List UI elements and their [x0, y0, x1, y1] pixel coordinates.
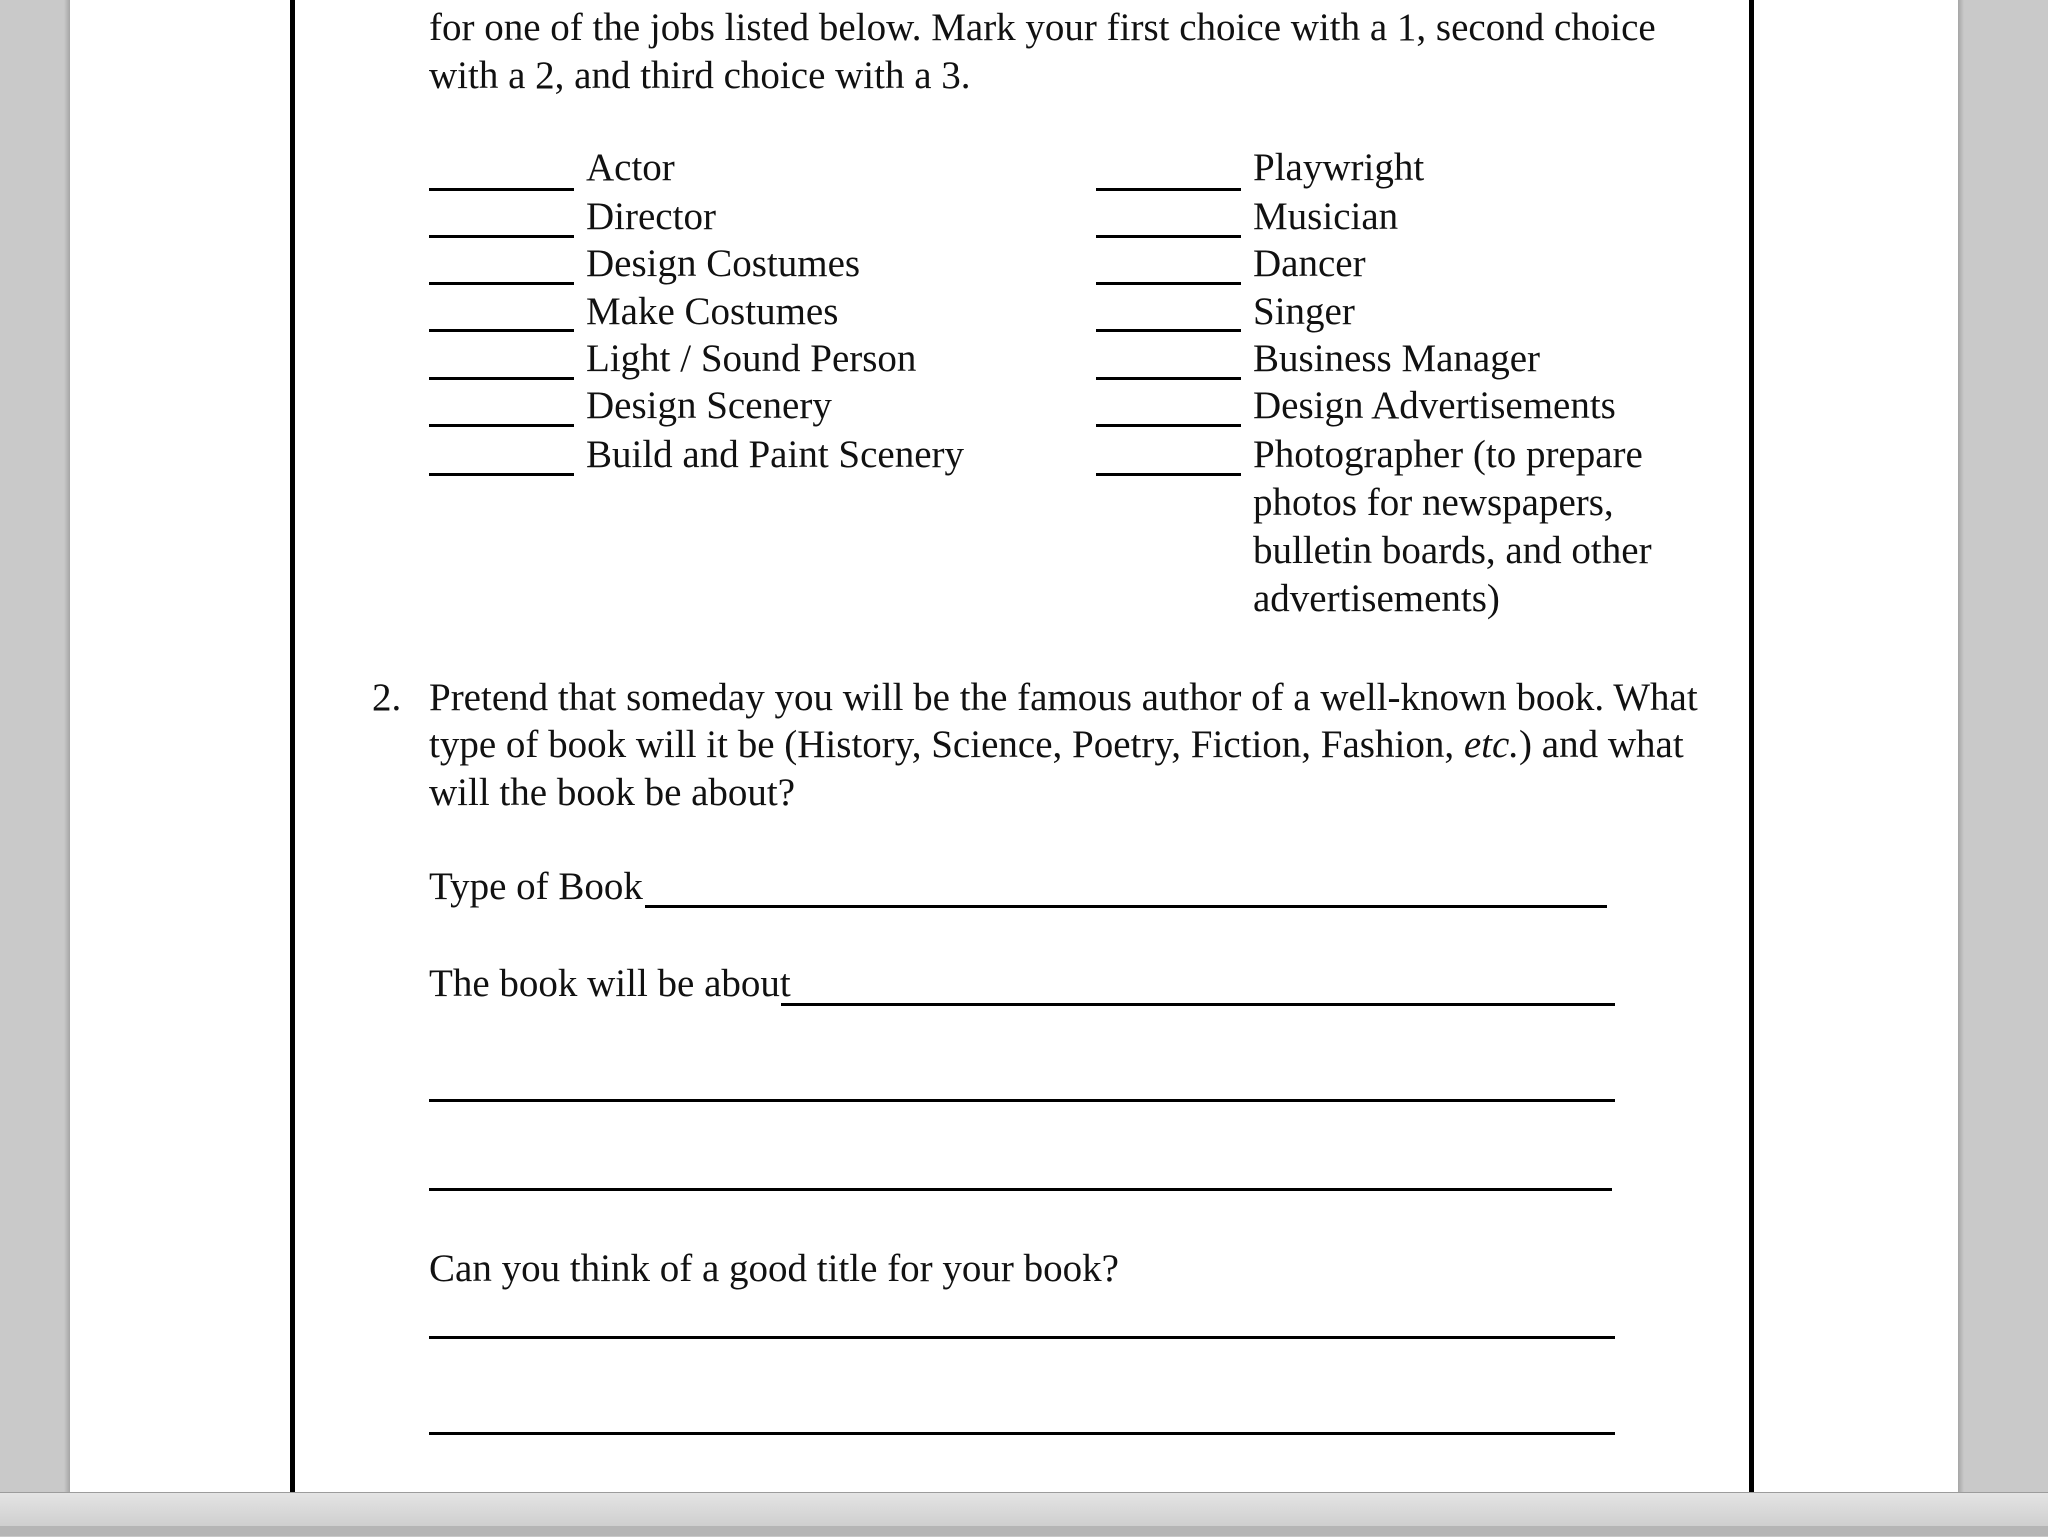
job-blank-singer[interactable]: [1096, 329, 1241, 332]
job-blank-actor[interactable]: [429, 188, 574, 191]
job-blank-playwright[interactable]: [1096, 188, 1241, 191]
question-number: 2.: [372, 676, 402, 719]
job-blank-photographer[interactable]: [1096, 473, 1241, 476]
document-page: [70, 0, 1958, 1492]
job-label: Playwright: [1253, 146, 1425, 189]
job-label: Make Costumes: [586, 290, 839, 333]
title-question: Can you think of a good title for your book?: [429, 1247, 1119, 1290]
job-label: Photographer (to prepare: [1253, 433, 1643, 476]
job-blank-light-sound[interactable]: [429, 377, 574, 380]
book-about-extra-line[interactable]: [429, 1099, 1615, 1102]
job-label: Musician: [1253, 195, 1399, 238]
book-title-line[interactable]: [429, 1432, 1615, 1435]
job-label: Light / Sound Person: [586, 337, 917, 380]
job-label: Actor: [586, 146, 675, 189]
intro-line-2: with a 2, and third choice with a 3.: [429, 54, 971, 97]
question2-line-2: [429, 721, 1684, 769]
book-title-line[interactable]: [429, 1336, 1615, 1339]
book-about-extra-line[interactable]: [429, 1188, 1612, 1191]
job-label: Design Scenery: [586, 384, 832, 427]
job-label: Dancer: [1253, 242, 1366, 285]
book-about-line[interactable]: [781, 1003, 1615, 1006]
photographer-description-line: bulletin boards, and other: [1253, 529, 1652, 572]
job-blank-make-costumes[interactable]: [429, 329, 574, 332]
job-blank-director[interactable]: [429, 235, 574, 238]
page-shadow: [1958, 0, 1964, 1492]
job-label: Director: [586, 195, 716, 238]
type-of-book-line[interactable]: [645, 905, 1607, 908]
job-blank-design-ads[interactable]: [1096, 424, 1241, 427]
book-about-label: The book will be about: [429, 962, 791, 1005]
job-blank-dancer[interactable]: [1096, 282, 1241, 285]
job-blank-design-costumes[interactable]: [429, 282, 574, 285]
question2-line-2-text-a: type of book will it be (History, Science, Poetry, Fiction, Fashion,: [429, 723, 1464, 766]
page-shadow: [64, 0, 70, 1492]
question2-line-2-text-b: ) and what: [1519, 723, 1684, 766]
question2-etc: etc.: [1463, 723, 1520, 766]
job-label: Build and Paint Scenery: [586, 433, 965, 476]
job-blank-musician[interactable]: [1096, 235, 1241, 238]
job-blank-design-scenery[interactable]: [429, 424, 574, 427]
question2-line-1: Pretend that someday you will be the famous author of a well-known book. What: [429, 676, 1698, 719]
horizontal-scrollbar[interactable]: [0, 1526, 2048, 1536]
job-label: Singer: [1253, 290, 1355, 333]
job-label: Design Advertisements: [1253, 384, 1616, 427]
question2-line-3: will the book be about?: [429, 771, 796, 814]
job-blank-build-paint[interactable]: [429, 473, 574, 476]
photographer-description-line: advertisements): [1253, 577, 1500, 620]
job-label: Design Costumes: [586, 242, 861, 285]
photographer-description-line: photos for newspapers,: [1253, 481, 1614, 524]
job-blank-business-manager[interactable]: [1096, 377, 1241, 380]
intro-line-1: for one of the jobs listed below. Mark your first choice with a 1, second choice: [429, 6, 1656, 49]
type-of-book-label: Type of Book: [429, 865, 643, 908]
job-label: Business Manager: [1253, 337, 1541, 380]
